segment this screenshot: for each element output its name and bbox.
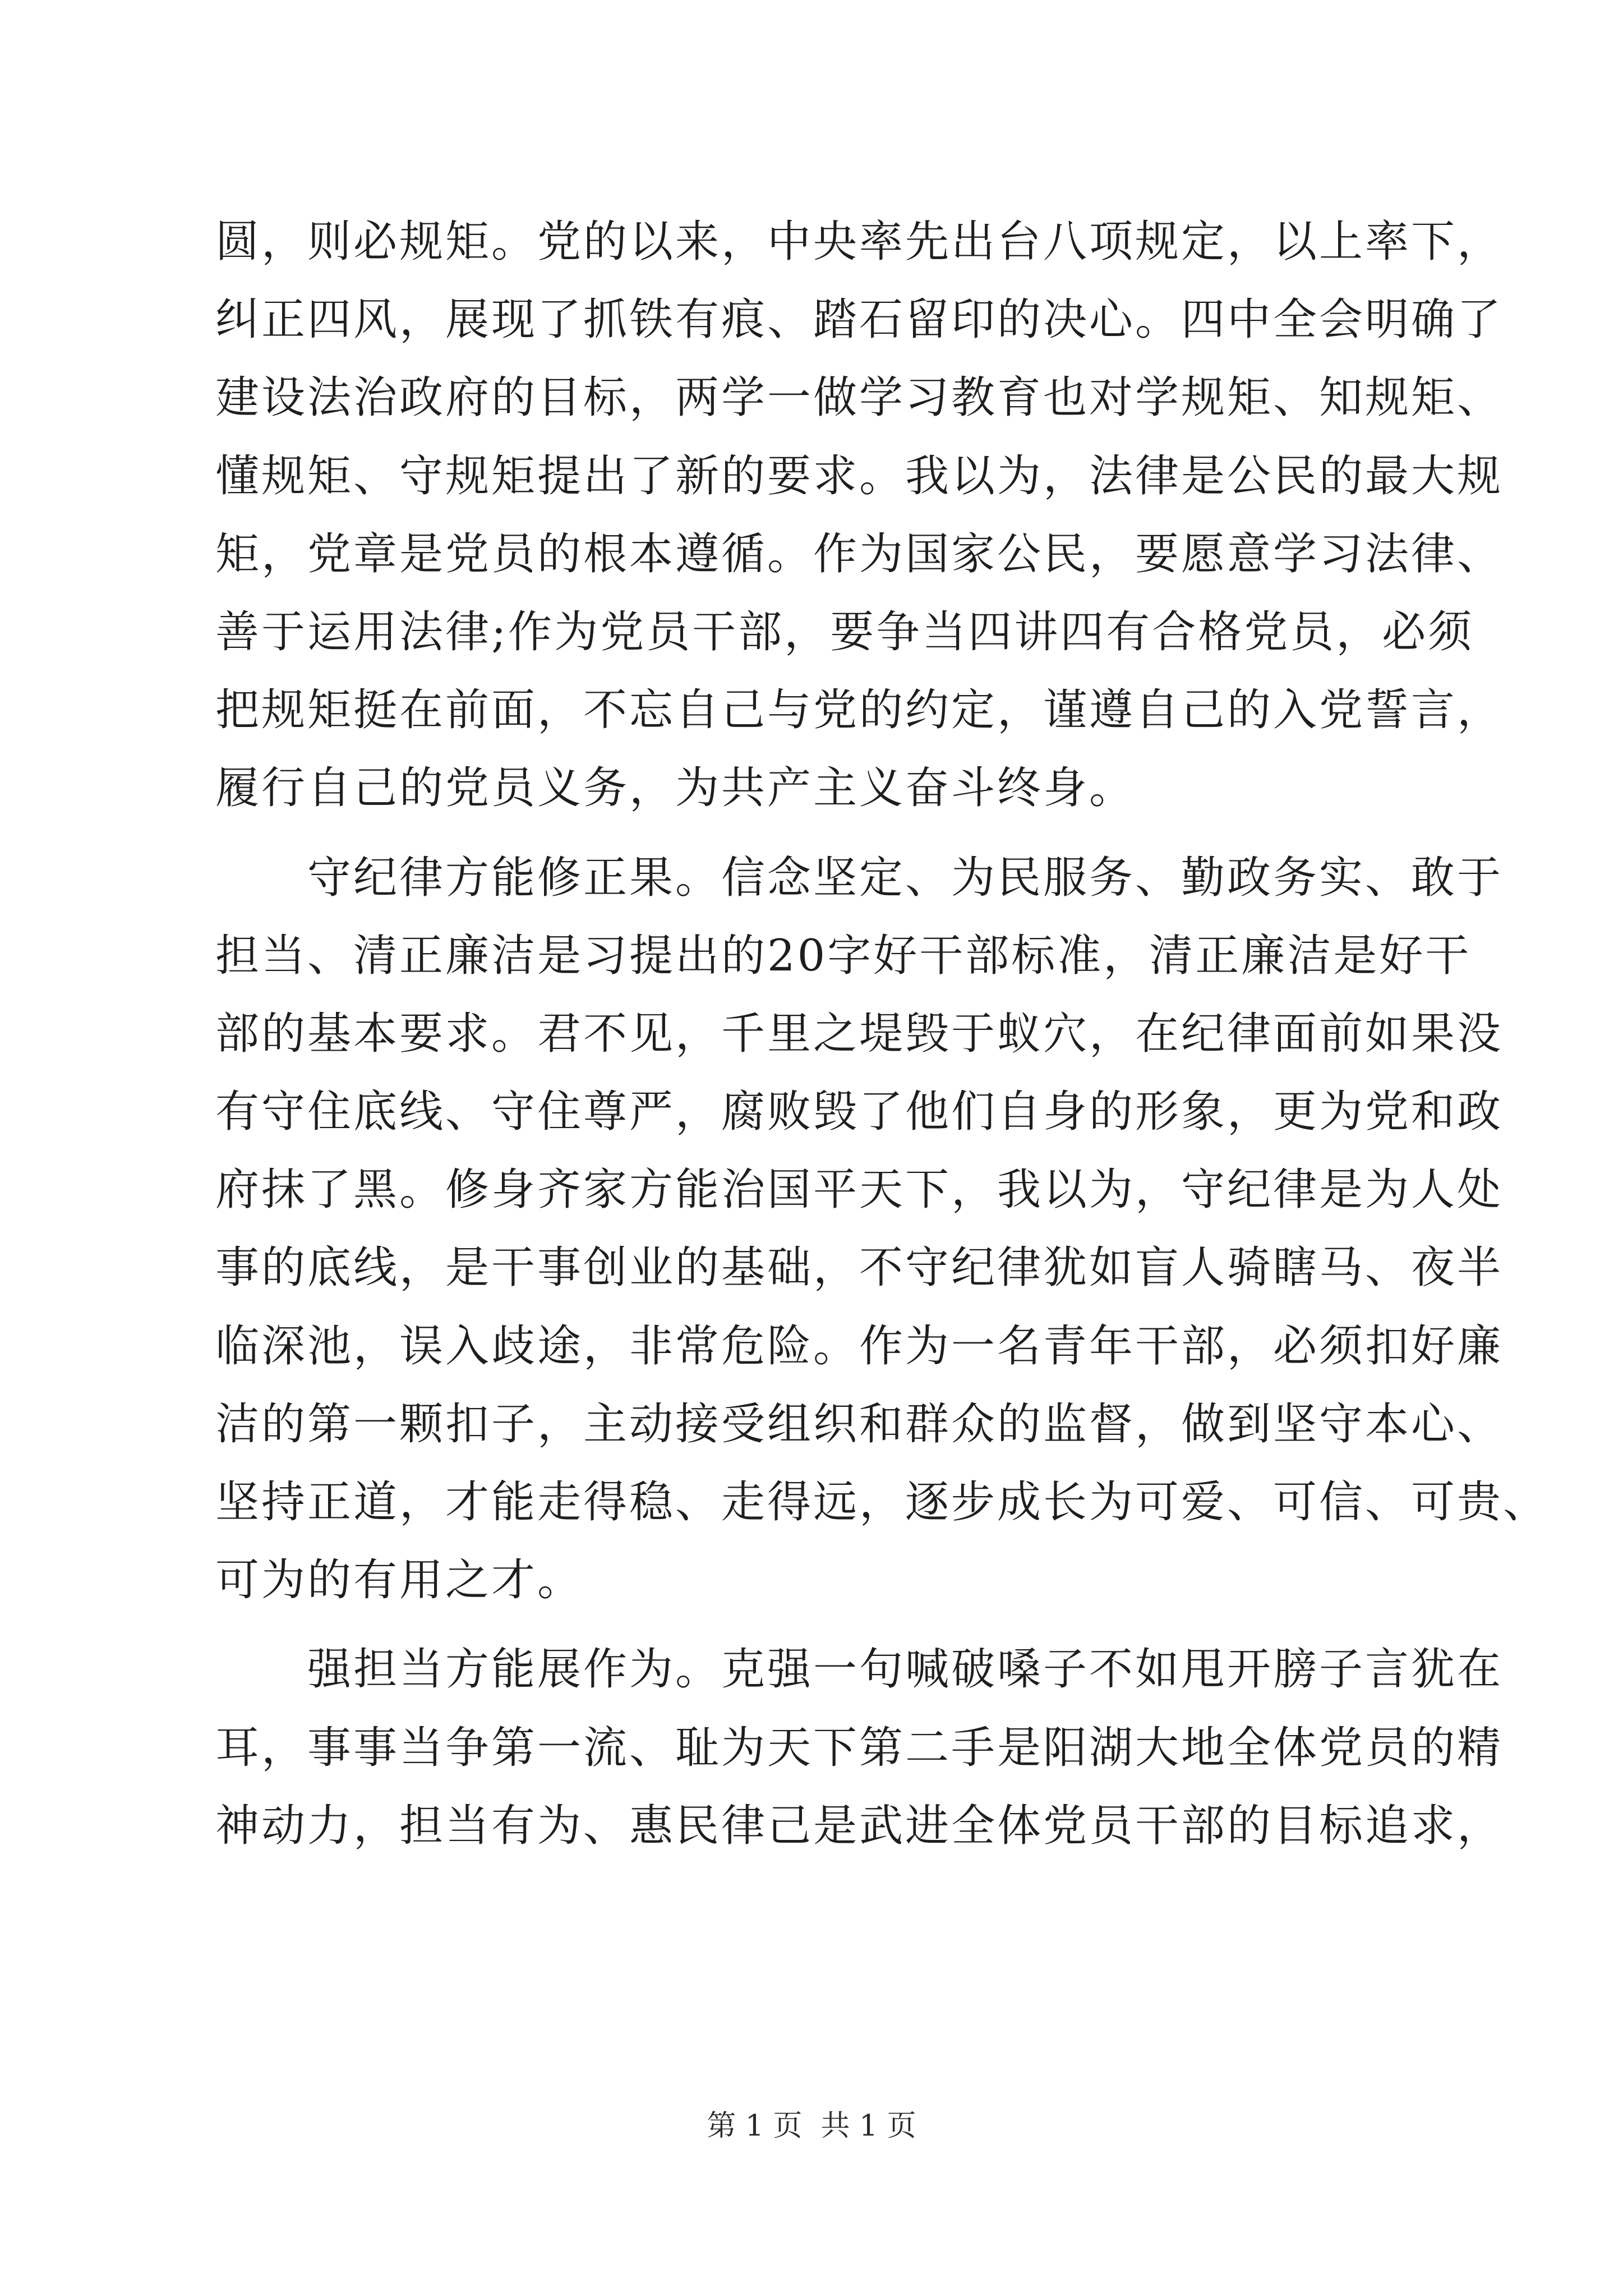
- text-line: 坚持正道，才能走得稳、走得远，逐步成长为可爱、可信、可贵、: [215, 1477, 1550, 1527]
- paragraph-1: [215, 203, 1504, 828]
- text-line: 洁的第一颗扣子，主动接受组织和群众的监督，做到坚守本心、: [215, 1398, 1504, 1450]
- text-line: 强担当方能展作为。克强一句喊破嗓子不如甩开膀子言犹在: [215, 1644, 1504, 1695]
- page-number-label: 第 1 页 共 1 页: [707, 2109, 916, 2143]
- text-line: 部的基本要求。君不见，千里之堤毁于蚁穴，在纪律面前如果没: [215, 1008, 1504, 1059]
- text-line: 耳，事事当争第一流、耻为天下第二手是阳湖大地全体党员的精: [215, 1722, 1504, 1773]
- text-line: 纠正四风，展现了抓铁有痕、踏石留印的决心。四中全会明确了: [215, 295, 1504, 346]
- paragraph-3: [215, 1631, 1504, 1865]
- text-line: 履行自己的党员义务，为共产主义奋斗终身。: [215, 763, 1136, 814]
- text-line: 懂规矩、守规矩提出了新的要求。我以为，法律是公民的最大规: [215, 450, 1504, 501]
- text-line: 临深池，误入歧途，非常危险。作为一名青年干部，必须扣好廉: [215, 1320, 1504, 1372]
- document-body: [215, 203, 1550, 1865]
- page-footer: [0, 2109, 1623, 2143]
- text-line: 圆，则必规矩。党的以来，中央率先出台八项规定，以上率下，: [215, 217, 1504, 267]
- text-line: 神动力，担当有为、惠民律己是武进全体党员干部的目标追求，: [215, 1800, 1504, 1851]
- text-line: 有守住底线、守住尊严，腐败毁了他们自身的形象，更为党和政: [215, 1087, 1504, 1138]
- text-line: 矩，党章是党员的根本遵循。作为国家公民，要愿意学习法律、: [215, 528, 1504, 579]
- text-line: 把规矩挺在前面，不忘自己与党的约定，谨遵自己的入党誓言，: [215, 685, 1504, 736]
- text-line: 可为的有用之才。: [215, 1555, 584, 1606]
- text-line: 事的底线，是干事创业的基础，不守纪律犹如盲人骑瞎马、夜半: [215, 1243, 1504, 1294]
- text-line: 守纪律方能修正果。信念坚定、为民服务、勤政务实、敢于: [215, 852, 1504, 903]
- text-line: 担当、清正廉洁是习提出的20字好干部标准，清正廉洁是好干: [215, 930, 1472, 981]
- paragraph-2: [215, 839, 1550, 1620]
- text-line: 建设法治政府的目标，两学一做学习教育也对学规矩、知规矩、: [215, 372, 1504, 424]
- text-line: 善于运用法律;作为党员干部，要争当四讲四有合格党员，必须: [215, 606, 1474, 657]
- text-line: 府抹了黑。修身齐家方能治国平天下，我以为，守纪律是为人处: [215, 1165, 1504, 1216]
